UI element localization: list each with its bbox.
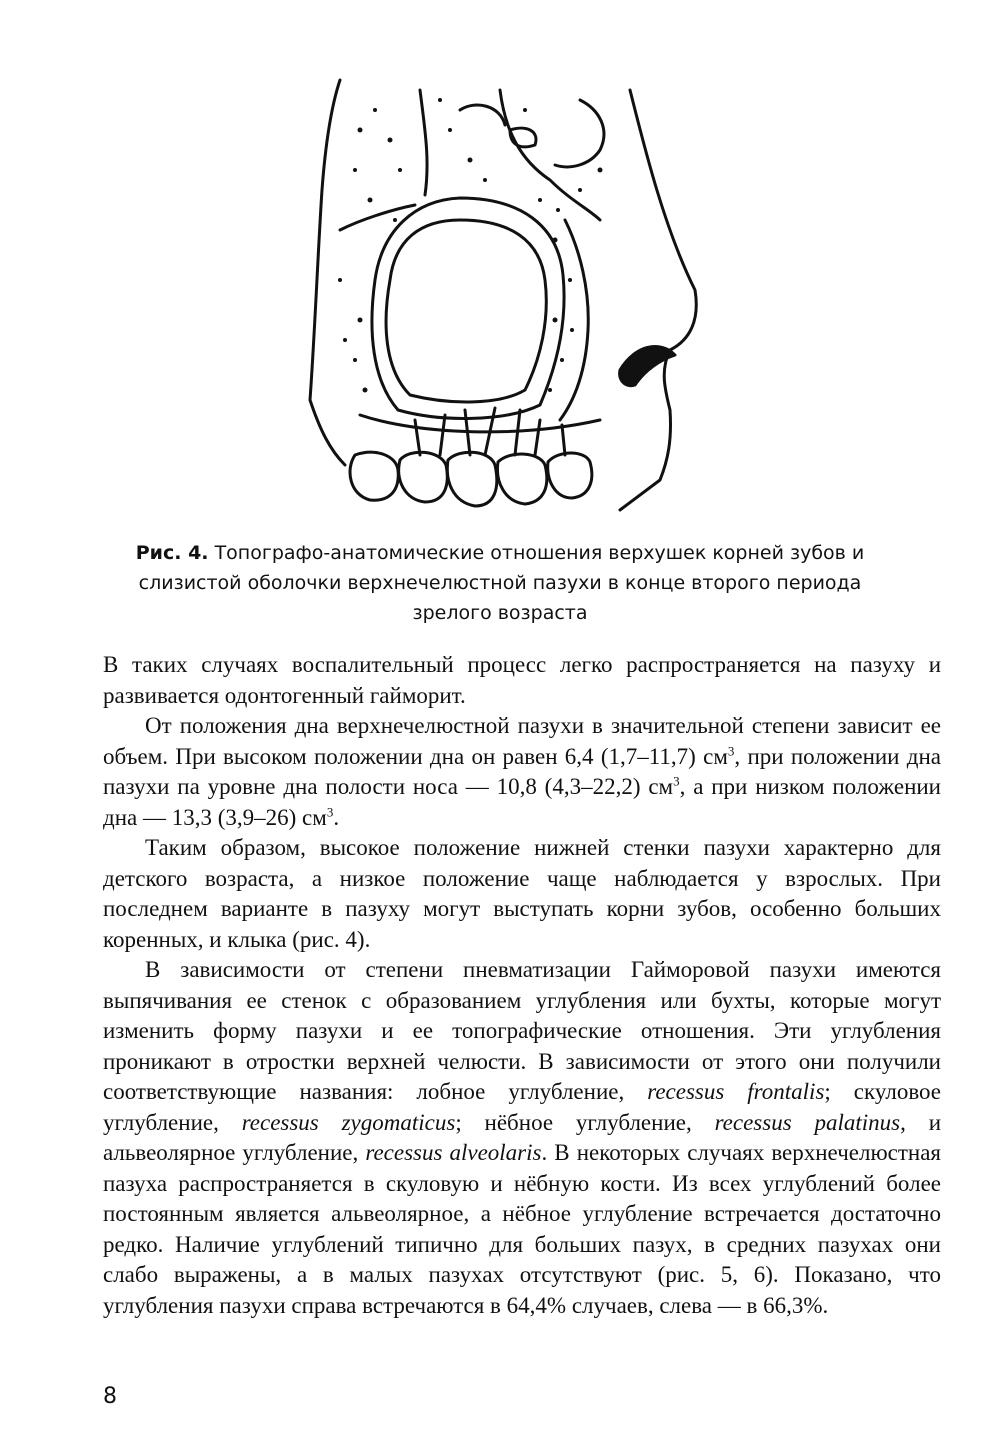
paragraph-2-part-d: . [333, 804, 340, 830]
paragraph-4 [103, 955, 941, 1321]
figure-caption-label: Рис. 4. [135, 542, 209, 564]
paragraph-1: В таких случаях воспалительный процесс легко распространяется на пазуху и развивается одонтогенный гайморит. [103, 652, 941, 708]
paragraph-2-part-a: От положения дна верхнечелюстной пазухи в значительной степени зависит ее объем. При высоком положении дна он равен 6,4 (1,7–11,7) см [103, 713, 941, 769]
page-number: 8 [103, 1384, 117, 1409]
paragraph-2 [103, 711, 941, 833]
latin-term-palatinus: recessus palatinus [714, 1109, 901, 1135]
paragraph-4-part-a: В зависимости от степени пневматизации Гайморовой пазухи имеются выпячивания ее стенок с образованием углубления или бухты, которые могут изменить форму пазухи и ее топографические отношения. Эти углубления проникают в отростки верхней челюсти. В зависимости от этого они получили соответствующие названия: лобное углубление, [103, 957, 941, 1104]
paragraph-4-part-c: ; нёбное углубление, [455, 1109, 692, 1135]
anatomy-figure [300, 70, 700, 520]
figure-caption [130, 538, 870, 628]
paragraph-4-part-e: . В некоторых случаях верхнечелюстная пазуха распространяется в скуловую и нёбную кости. Из всех углублений более постоянным является альвеолярное, а нёбное углубление встречается достаточно редко. Наличие углублений типично для больших пазух, в средних пазухах они слабо выражены, а в малых пазухах отсутствуют (рис. 5, 6). Показано, что углубления пазухи справа встречаются в 64,4% случаев, слева — в 66,3%. [103, 1140, 941, 1318]
figure-caption-text: Топографо-анатомические отношения верхушек корней зубов и слизистой оболочки верхнечелюстной пазухи в конце второго периода зрелого возраста [138, 542, 865, 624]
latin-term-frontalis: recessus frontalis [647, 1079, 825, 1104]
latin-term-zygomaticus: recessus zygomaticus [241, 1109, 456, 1135]
body-text [103, 650, 941, 1321]
paragraph-4-part-d: , и альвеолярное углубление, [103, 1109, 942, 1165]
superscript-3: 3 [727, 742, 735, 758]
superscript-3: 3 [326, 803, 334, 819]
latin-term-alveolaris: recessus alveolaris [365, 1140, 542, 1165]
paragraph-2-part-c: , а при низком положении дна — 13,3 (3,9–26) см [103, 774, 941, 830]
maxillary-sinus-anatomy-drawing-icon [300, 70, 700, 520]
paragraph-2-part-b: , при положении дна пазухи па уровне дна полости носа — 10,8 (4,3–22,2) см [103, 743, 942, 799]
superscript-3: 3 [673, 773, 680, 789]
paragraph-3: Таким образом, высокое положение нижней стенки пазухи характерно для детского возраста, а низкое положение чаще наблюдается у взрослых. При последнем варианте в пазуху могут выступать корни зубов, особенно больших коренных, и клыка (рис. 4). [103, 835, 941, 952]
paragraph-4-part-b: ; скуловое углубление, [103, 1079, 942, 1135]
